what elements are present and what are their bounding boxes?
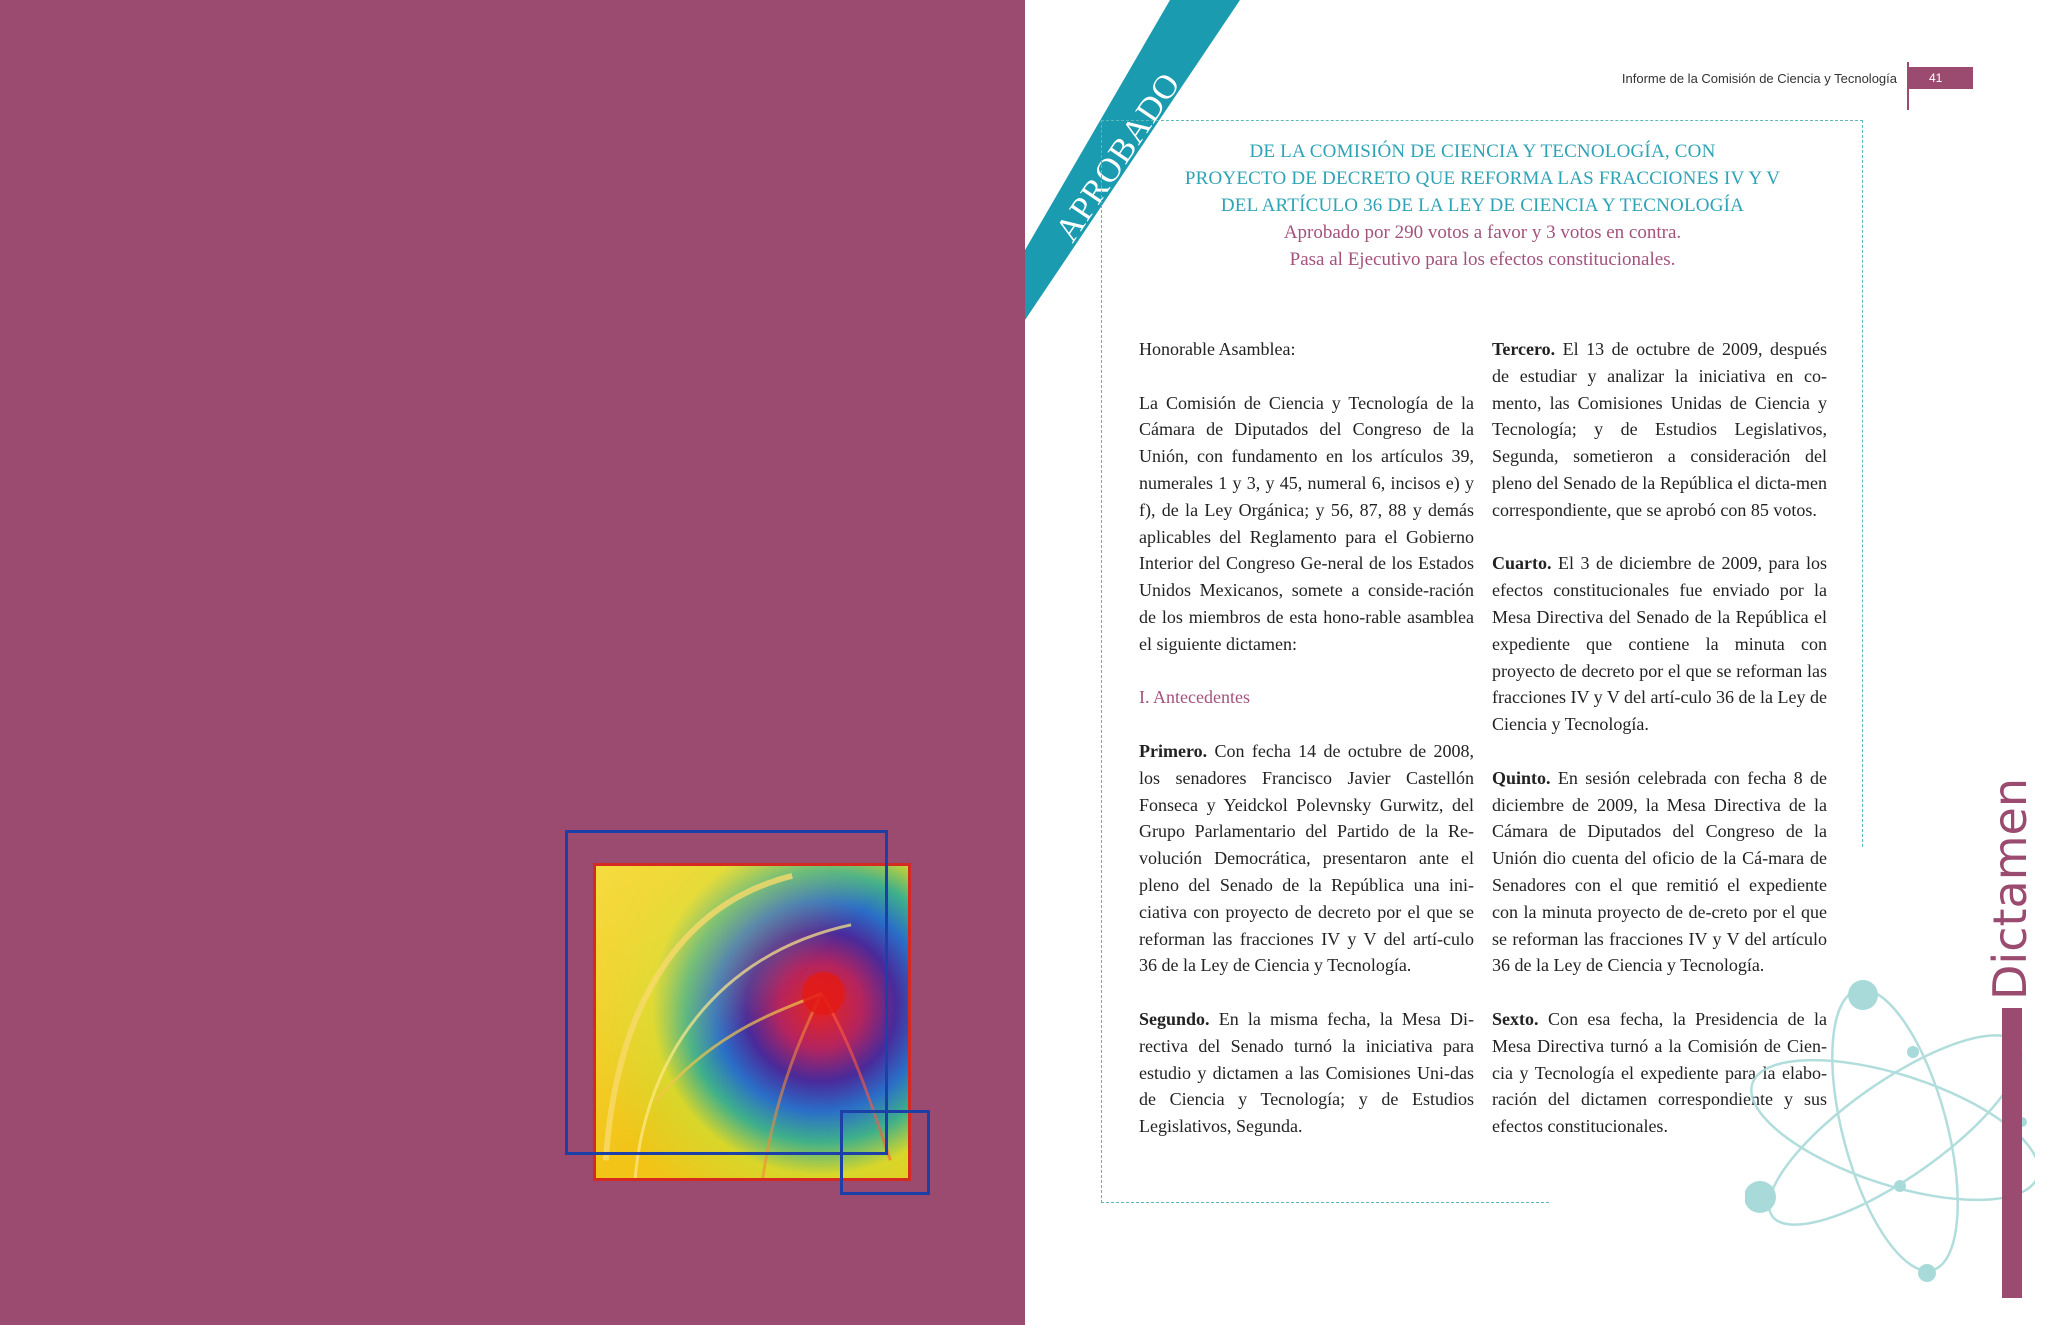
paragraph-lead: Tercero. <box>1492 339 1556 359</box>
title-line: PROYECTO DE DECRETO QUE REFORMA LAS FRACCIONES IV Y V <box>1184 168 1781 189</box>
paragraph-text: En sesión celebrada con fecha 8 de diciembre de 2009, la Mesa Directiva de la Cámara de Diputados del Congreso de la Unión dio cuenta del oficio de la Cá-mara de Senadores con el que remitió el expediente con la minuta proyecto de de-creto por el que se reforman las fracciones IV y V del artículo 36 de la Ley de Ciencia y Tecnología. <box>1492 767 1827 976</box>
salutation: Honorable Asamblea: <box>1139 339 1296 359</box>
document-title-block <box>1125 138 1840 273</box>
title-line: DEL ARTÍCULO 36 DE LA LEY DE CIENCIA Y TECNOLOGÍA <box>1220 195 1745 216</box>
paragraph-lead: Sexto. <box>1492 1008 1539 1029</box>
side-label <box>1980 778 2040 1000</box>
paragraph-lead: Primero. <box>1139 740 1208 761</box>
header-divider <box>1907 62 1909 110</box>
section-heading: I. Antecedentes <box>1139 687 1250 708</box>
paragraph-lead: Cuarto. <box>1492 553 1552 574</box>
paragraph-lead: Quinto. <box>1492 767 1551 788</box>
text-column-left <box>1139 336 1474 1167</box>
paragraph-text: El 3 de diciembre de 2009, para los efectos constitucionales fue enviado por la Mesa Directiva del Senado de la República el expediente que contiene la minuta con proyecto de decreto por el que se reforman las fracciones IV y V del artí-culo 36 de la Ley de Ciencia y Tecnología. <box>1492 553 1827 735</box>
paragraph-tercero <box>1492 336 1827 524</box>
title-line: DE LA COMISIÓN DE CIENCIA Y TECNOLOGÍA, CON <box>1249 141 1716 162</box>
page-number: 41 <box>1909 67 1973 89</box>
intro-paragraph: La Comisión de Ciencia y Tecnología de la Cámara de Diputados del Congreso de la Unión, con fundamento en los artículos 39, numerales 1 y 3, y 45, numeral 6, incisos e) y f), de la Ley Orgánica; y 56, 87, 88 y demás aplicables del Reglamento para el Gobierno Interior del Congreso Ge-neral de los Estados Unidos Mexicanos, somete a conside-ración de los miembros de esta hono-rable asamblea el siguiente dictamen: <box>1139 392 1474 654</box>
atom-icon <box>1745 950 2035 1290</box>
paragraph-quinto <box>1492 765 1827 979</box>
paragraph-text: Con fecha 14 de octubre de 2008, los senadores Francisco Javier Castellón Fonseca y Yeidckol Polevnsky Gurwitz, del Grupo Parlamentario del Partido de la Re-volución Democrática, presentaron ante el pleno del Senado de la República una ini-ciativa con proyecto de decreto por el que se reforman las fracciones IV y V del artí-culo 36 de la Ley de Ciencia y Tecnología. <box>1139 740 1474 976</box>
paragraph-text: Con esa fecha, la Presidencia de la Mesa Directiva turnó a la Comisión de Cien-cia y Tecnología el expediente para la elabo-ración del dictamen correspondiente y sus efectos constitucionales. <box>1492 1008 1827 1137</box>
artwork-small-blue-frame <box>840 1110 930 1195</box>
paragraph-primero <box>1139 738 1474 979</box>
vote-result: Aprobado por 290 votos a favor y 3 votos en contra. <box>1283 222 1682 243</box>
paragraph-cuarto <box>1492 550 1827 738</box>
running-title: Informe de la Comisión de Ciencia y Tecnología <box>1621 70 1897 86</box>
dotted-frame-bottom <box>1101 1202 1549 1203</box>
running-header <box>1622 65 1973 91</box>
aprobado-banner-text: APROBADO <box>1048 65 1189 249</box>
artwork-blue-frame <box>565 830 888 1155</box>
paragraph-text: El 13 de octubre de 2009, después de estudiar y analizar la iniciativa en co-mento, las Comisiones Unidas de Ciencia y Tecnología; y de Estudios Legislativos, Segunda, sometieron a consideración del pleno del Senado de la República el dicta-men correspondiente, que se aprobó con 85 votos. <box>1492 339 1827 520</box>
paragraph-text: En la misma fecha, la Mesa Di-rectiva del Senado turnó la iniciativa para estudio y dictamen a las Comisiones Uni-das de Ciencia y Tecnología; y de Estudios Legislativos, Segunda. <box>1139 1008 1474 1137</box>
paragraph-lead: Segundo. <box>1139 1008 1210 1029</box>
right-page <box>1025 0 2048 1325</box>
paragraph-segundo <box>1139 1006 1474 1140</box>
side-label-text: Dictamen <box>1983 778 2037 1000</box>
dotted-frame-right <box>1862 120 1863 847</box>
side-bar <box>2002 1008 2022 1298</box>
next-step: Pasa al Ejecutivo para los efectos constitucionales. <box>1289 249 1676 270</box>
decorative-artwork <box>565 830 930 1195</box>
